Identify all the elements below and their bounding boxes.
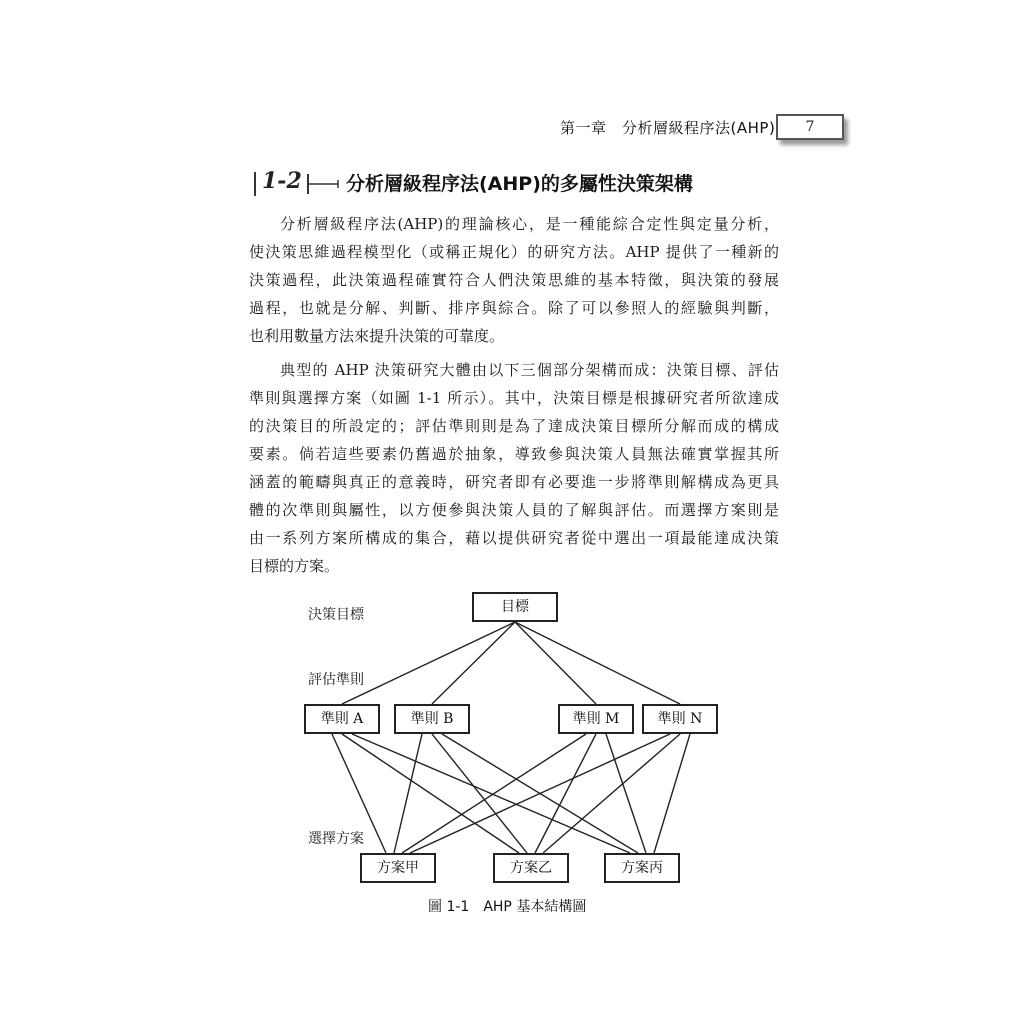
page-number: 7	[776, 114, 844, 140]
paragraph-line: 使決策思維過程模型化（或稱正規化）的研究方法。AHP 提供了一種新的	[249, 243, 779, 261]
connector-goal-criterion-3	[515, 622, 680, 704]
node-alternative-bing: 方案丙	[604, 853, 680, 883]
connector-goal-criterion-2	[515, 622, 596, 704]
connector-criterion-0-alternative-2	[352, 734, 630, 853]
level-label-alternatives: 選擇方案	[308, 831, 364, 847]
paragraph-2	[249, 356, 779, 580]
paragraph-line: 分析層級程序法(AHP)的理論核心，是一種能綜合定性與定量分析，	[280, 215, 779, 233]
connector-goal-criterion-0	[342, 622, 515, 704]
node-goal: 目標	[472, 592, 558, 622]
section-number: 1-2	[262, 168, 302, 194]
connector-criterion-3-alternative-0	[410, 734, 670, 853]
node-criterion-b: 準則 B	[394, 704, 470, 734]
figure-number: 圖 1-1	[428, 899, 470, 915]
paragraph-line: 決策過程，此決策過程確實符合人們決策思維的基本特徵，與決策的發展	[249, 271, 779, 289]
ahp-structure-diagram	[300, 588, 740, 890]
section-bar-left	[254, 172, 256, 196]
section-bracket-icon	[306, 172, 342, 196]
paragraph-line: 體的次準則與屬性，以方便參與決策人員的了解與評估。而選擇方案則是	[249, 501, 779, 519]
node-criterion-m: 準則 M	[558, 704, 634, 734]
node-alternative-jia: 方案甲	[360, 853, 436, 883]
connector-goal-criterion-1	[432, 622, 515, 704]
paragraph-line: 過程，也就是分解、判斷、排序與綜合。除了可以參照人的經驗與判斷，	[249, 299, 779, 317]
paragraph-1	[249, 210, 779, 350]
paragraph-line: 由一系列方案所構成的集合，藉以提供研究者從中選出一項最能達成決策	[249, 529, 779, 547]
figure-caption-text: AHP 基本結構圖	[483, 899, 587, 915]
paragraph-line: 也利用數量方法來提升決策的可靠度。	[249, 327, 505, 345]
connector-lines	[300, 588, 740, 890]
connector-criterion-1-alternative-1	[432, 734, 527, 853]
paragraph-line: 典型的 AHP 決策研究大體由以下三個部分架構而成：決策目標、評估	[280, 361, 779, 379]
paragraph-line: 的決策目的所設定的；評估準則則是為了達成決策目標所分解而成的構成	[249, 417, 779, 435]
node-criterion-a: 準則 A	[304, 704, 380, 734]
running-title: 第一章 分析層級程序法(AHP)	[560, 119, 776, 137]
body-text	[249, 210, 779, 586]
paragraph-line: 準則與選擇方案（如圖 1-1 所示）。其中，決策目標是根據研究者所欲達成	[249, 389, 779, 407]
section-title: 分析層級程序法(AHP)的多屬性決策架構	[346, 173, 693, 195]
level-label-goal: 決策目標	[308, 607, 364, 623]
running-header	[560, 114, 846, 144]
figure-caption	[428, 896, 586, 916]
paragraph-line: 目標的方案。	[249, 557, 340, 575]
connector-criterion-1-alternative-0	[394, 734, 422, 853]
node-criterion-n: 準則 N	[642, 704, 718, 734]
node-alternative-yi: 方案乙	[493, 853, 569, 883]
paragraph-line: 要素。倘若這些要素仍舊過於抽象，導致參與決策人員無法確實掌握其所	[249, 445, 779, 463]
paragraph-line: 涵蓋的範疇與真正的意義時，研究者即有必要進一步將準則解構成為更具	[249, 473, 779, 491]
level-label-criteria: 評估準則	[308, 672, 364, 688]
